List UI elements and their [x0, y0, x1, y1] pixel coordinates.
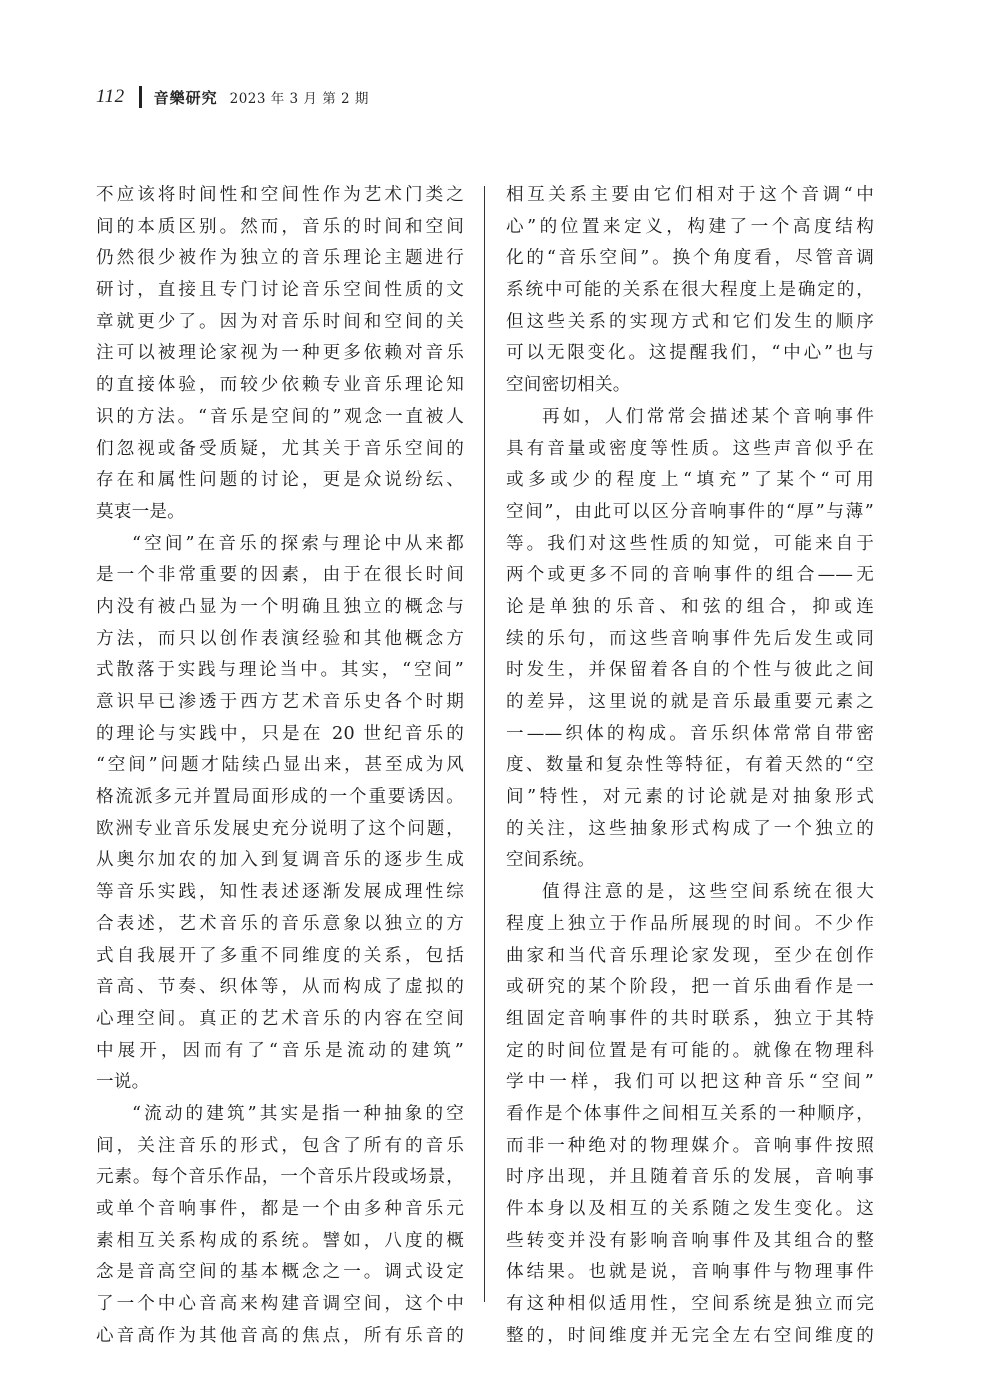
- left-column: [96, 180, 464, 1352]
- text-line: 看作是个体事件之间相互关系的一种顺序，: [506, 1103, 874, 1124]
- text-line: 从奥尔加农的加入到复调音乐的逐步生成: [96, 850, 464, 871]
- text-line: 素相互关系构成的系统。譬如，八度的概: [96, 1230, 464, 1251]
- text-line: 系统中可能的关系在很大程度上是确定的，: [506, 280, 874, 301]
- text-line: 等。我们对这些性质的知觉，可能来自于: [506, 533, 874, 554]
- text-line: 值得注意的是，这些空间系统在很大: [542, 882, 874, 903]
- column-divider: [484, 186, 485, 1302]
- text-line: 中展开，因而有了“音乐是流动的建筑”: [96, 1040, 464, 1061]
- text-line: 间，关注音乐的形式，包含了所有的音乐: [96, 1135, 464, 1156]
- text-line: 续的乐句，而这些音响事件先后发生或同: [506, 628, 874, 649]
- text-line: 体结果。也就是说，音响事件与物理事件: [506, 1262, 874, 1283]
- text-line: 但这些关系的实现方式和它们发生的顺序: [506, 311, 874, 332]
- text-line: 间的本质区别。然而，音乐的时间和空间: [96, 216, 464, 237]
- text-line: 的理论与实践中，只是在 20 世纪音乐的: [96, 723, 464, 744]
- text-line: 式自我展开了多重不同维度的关系，包括: [96, 945, 464, 966]
- text-line: 的关注，这些抽象形式构成了一个独立的: [506, 818, 874, 839]
- text-line: 了一个中心音高来构建音调空间，这个中: [96, 1294, 464, 1315]
- header-divider: [139, 86, 142, 108]
- text-line: 化的“音乐空间”。换个角度看，尽管音调: [506, 248, 874, 269]
- text-line: 音高、节奏、织体等，从而构成了虚拟的: [96, 977, 464, 998]
- text-line: 研讨，直接且专门讨论音乐空间性质的文: [96, 280, 464, 301]
- text-line: 相互关系主要由它们相对于这个音调“中: [506, 185, 874, 205]
- text-line: 心音高作为其他音高的焦点，所有乐音的: [96, 1325, 464, 1346]
- text-line: 曲家和当代音乐理论家发现，至少在创作: [506, 945, 874, 966]
- text-line: 程度上独立于作品所展现的时间。不少作: [506, 913, 874, 934]
- text-line: 有这种相似适用性，空间系统是独立而完: [506, 1294, 874, 1315]
- text-line: 时发生，并保留着各自的个性与彼此之间: [506, 660, 874, 681]
- text-line: 注可以被理论家视为一种更多依赖对音乐: [96, 343, 464, 364]
- text-line: 或研究的某个阶段，把一首乐曲看作是一: [506, 977, 874, 998]
- text-line: 一说。: [96, 1072, 150, 1093]
- text-line: 空间系统。: [506, 850, 595, 871]
- text-line: 识的方法。“音乐是空间的”观念一直被人: [96, 406, 464, 427]
- text-line: 格流派多元并置局面形成的一个重要诱因。: [96, 787, 464, 808]
- text-line: 再如，人们常常会描述某个音响事件: [542, 406, 874, 427]
- text-line: 两个或更多不同的音响事件的组合——无: [506, 565, 874, 586]
- right-column: [506, 180, 874, 1352]
- text-line: 的差异，这里说的就是音乐最重要元素之: [506, 692, 874, 712]
- text-line: 或多或少的程度上“填充”了某个“可用: [506, 470, 874, 491]
- text-line: 具有音量或密度等性质。这些声音似乎在: [506, 438, 874, 459]
- text-line: 些转变并没有影响音响事件及其组合的整: [506, 1230, 874, 1251]
- text-line: 或单个音响事件，都是一个由多种音乐元: [96, 1199, 464, 1219]
- text-line: 空间密切相关。: [506, 375, 631, 396]
- text-line: 一——织体的构成。音乐织体常常自带密: [506, 723, 874, 744]
- text-line: 莫衷一是。: [96, 501, 185, 522]
- text-line: 是一个非常重要的因素，由于在很长时间: [96, 565, 464, 586]
- journal-name: 音樂研究: [153, 88, 218, 107]
- text-line: 心”的位置来定义，构建了一个高度结构: [506, 216, 874, 237]
- text-line: 合表述，艺术音乐的音乐意象以独立的方: [96, 913, 464, 934]
- text-line: 论是单独的乐音、和弦的组合，抑或连: [506, 596, 874, 617]
- text-line: 内没有被凸显为一个明确且独立的概念与: [96, 596, 464, 617]
- text-line: 的直接体验，而较少依赖专业音乐理论知: [96, 375, 464, 396]
- text-line: “空间”问题才陆续凸显出来，甚至成为风: [96, 755, 464, 776]
- text-line: 不应该将时间性和空间性作为艺术门类之: [96, 185, 464, 205]
- page-header: [96, 82, 369, 112]
- text-line: 意识早已渗透于西方艺术音乐史各个时期: [96, 692, 464, 712]
- text-line: 空间”，由此可以区分音响事件的“厚”与薄”: [506, 501, 874, 522]
- text-line: 等音乐实践，知性表述逐渐发展成理性综: [96, 882, 464, 903]
- text-line: 学中一样，我们可以把这种音乐“空间”: [506, 1072, 874, 1093]
- issue-info: 2023 年 3 月 第 2 期: [229, 91, 369, 107]
- text-line: 定的时间位置是有可能的。就像在物理科: [506, 1040, 874, 1061]
- text-line: 式散落于实践与理论当中。其实，“空间”: [96, 660, 464, 681]
- text-line: 间”特性，对元素的讨论就是对抽象形式: [506, 787, 874, 808]
- text-line: 元素。每个音乐作品，一个音乐片段或场景，: [96, 1167, 464, 1188]
- page-number: 112: [96, 86, 125, 107]
- text-line: 组固定音响事件的共时联系，独立于其特: [506, 1008, 874, 1029]
- text-line: 度、数量和复杂性等特征，有着天然的“空: [506, 755, 874, 776]
- text-line: 心理空间。真正的艺术音乐的内容在空间: [96, 1008, 464, 1029]
- text-line: 可以无限变化。这提醒我们，“中心”也与: [506, 343, 874, 364]
- text-line: 整的，时间维度并无完全左右空间维度的: [506, 1325, 874, 1346]
- text-line: 时序出现，并且随着音乐的发展，音响事: [506, 1167, 874, 1188]
- text-line: 仍然很少被作为独立的音乐理论主题进行: [96, 248, 464, 269]
- text-line: 章就更少了。因为对音乐时间和空间的关: [96, 311, 464, 332]
- text-line: 而非一种绝对的物理媒介。音响事件按照: [506, 1135, 874, 1156]
- text-line: “流动的建筑”其实是指一种抽象的空: [132, 1103, 464, 1124]
- text-line: 方法，而只以创作表演经验和其他概念方: [96, 628, 464, 649]
- text-line: 们忽视或备受质疑，尤其关于音乐空间的: [96, 438, 464, 459]
- text-line: 欧洲专业音乐发展史充分说明了这个问题，: [96, 818, 464, 839]
- text-line: 存在和属性问题的讨论，更是众说纷纭、: [96, 470, 464, 491]
- text-line: 件本身以及相互的关系随之发生变化。这: [506, 1199, 874, 1219]
- text-line: 念是音高空间的基本概念之一。调式设定: [96, 1262, 464, 1283]
- text-line: “空间”在音乐的探索与理论中从来都: [132, 533, 464, 554]
